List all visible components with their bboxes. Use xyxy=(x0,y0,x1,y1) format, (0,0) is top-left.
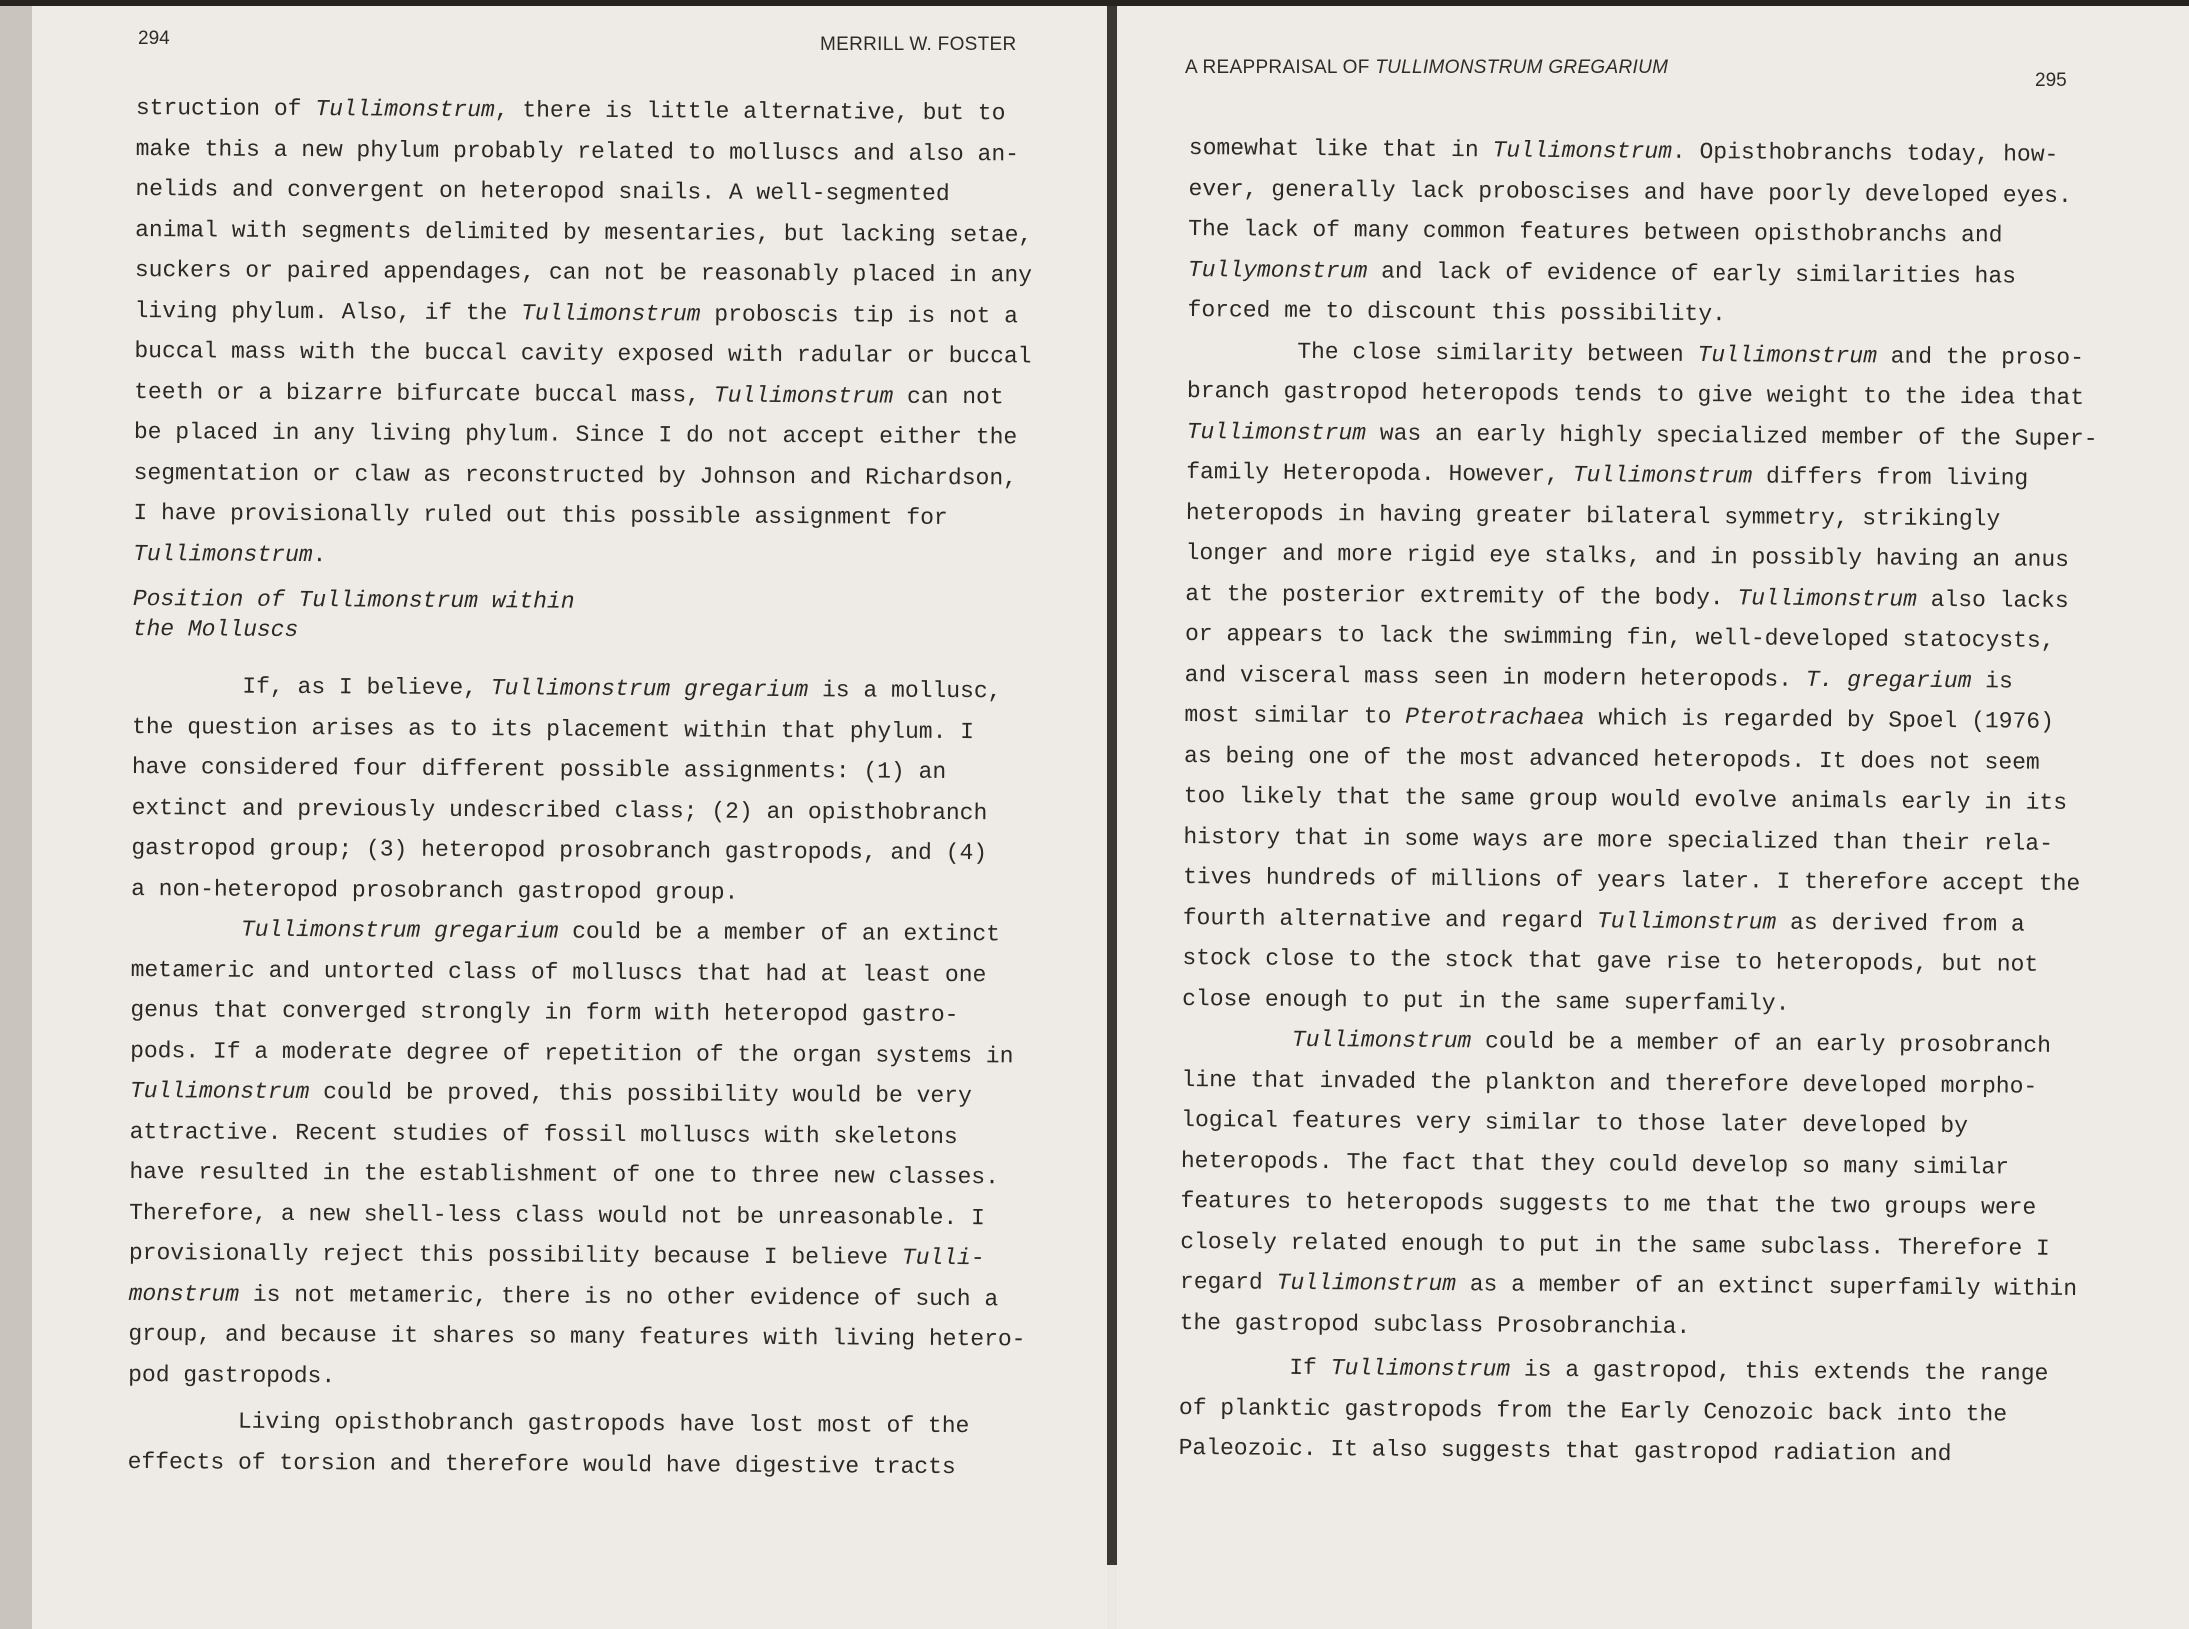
text-line xyxy=(134,412,1031,458)
paragraph xyxy=(1182,330,2098,1026)
text-run: gastropod group; (3) heteropod prosobranch gastropods, and (4) xyxy=(131,834,988,867)
text-run: metameric and untorted class of molluscs that had at least one xyxy=(130,956,987,988)
book-spine xyxy=(1107,0,1117,1565)
text-line xyxy=(1186,452,2097,500)
text-run: . xyxy=(312,541,327,568)
paragraph xyxy=(131,666,1030,914)
italic-run: Tullimonstrum xyxy=(1697,341,1878,369)
text-line xyxy=(130,990,1027,1036)
scan-left-edge xyxy=(0,0,32,1629)
text-run: at the posterior extremity of the body. xyxy=(1185,580,1738,611)
text-run: and the proso- xyxy=(1876,342,2085,371)
running-head-right xyxy=(1185,57,1668,79)
subheading-line: the Molluscs xyxy=(132,615,299,644)
italic-run: Tullimonstrum xyxy=(1291,1026,1472,1055)
text-run: is a mollusc, xyxy=(808,677,1002,705)
text-line xyxy=(1186,411,2097,459)
text-line xyxy=(129,1152,1026,1198)
text-run: differs from living xyxy=(1752,463,2029,492)
italic-run: Tullimonstrum xyxy=(133,540,313,568)
text-run: Living opisthobranch gastropods have lost most of the xyxy=(237,1408,970,1440)
text-line xyxy=(129,1273,1026,1319)
text-line xyxy=(1180,1181,2091,1229)
text-run: genus that converged strongly in form with heteropod gastro- xyxy=(130,996,959,1029)
text-line xyxy=(135,209,1032,255)
text-line xyxy=(1185,654,2096,702)
text-line xyxy=(1186,492,2097,540)
text-run: was an early highly specialized member of the Super- xyxy=(1365,419,2098,452)
text-line xyxy=(1181,1059,2092,1107)
text-line xyxy=(136,88,1033,134)
text-run: could be a member of an early prosobranch xyxy=(1471,1028,2052,1059)
text-run: the question arises as to its placement within that phylum. I xyxy=(132,713,975,745)
text-line xyxy=(1187,330,2098,378)
text-run: pods. If a moderate degree of repetition of the organ systems in xyxy=(130,1037,1014,1069)
text-line xyxy=(1182,1019,2093,1067)
text-run: family Heteropoda. However, xyxy=(1186,458,1573,489)
text-line xyxy=(132,666,1029,712)
text-line xyxy=(130,1071,1027,1117)
text-line xyxy=(129,1233,1026,1279)
text-line xyxy=(132,747,1029,793)
text-run: make this a new phylum probably related to molluscs and also an- xyxy=(135,135,1020,167)
text-line xyxy=(1184,776,2095,824)
text-run: logical features very similar to those later developed by xyxy=(1181,1106,1969,1140)
running-head-prefix: A REAPPRAISAL OF xyxy=(1185,57,1376,78)
text-run: stock close to the stock that gave rise to heteropods, but not xyxy=(1182,944,2039,978)
text-line xyxy=(1179,1347,2090,1395)
italic-run: Tullimonstrum xyxy=(1737,584,1917,613)
text-run: provisionally reject this possibility because I believe xyxy=(128,1239,902,1271)
text-run: have considered four different possible assignments: (1) an xyxy=(131,753,947,785)
text-run: and lack of evidence of early similarities has xyxy=(1367,257,2017,289)
text-run: as derived from a xyxy=(1776,909,2025,938)
text-run: , there is little alternative, but to xyxy=(494,97,1006,127)
text-line xyxy=(129,1192,1026,1238)
text-line xyxy=(1181,1140,2092,1188)
text-run: which is regarded by Spoel (1976) xyxy=(1584,705,2055,735)
text-run: also lacks xyxy=(1916,586,2069,614)
text-run: Therefore, a new shell-less class would not be unreasonable. I xyxy=(129,1199,985,1231)
paragraph xyxy=(1178,1347,2090,1476)
text-run: history that in some ways are more specialized than their rela- xyxy=(1183,823,2054,857)
text-line xyxy=(132,706,1029,752)
text-line xyxy=(1188,168,2099,216)
text-run: most similar to xyxy=(1184,701,1406,730)
text-line xyxy=(1189,128,2100,176)
running-head-left: MERRILL W. FOSTER xyxy=(820,34,1017,55)
paragraph xyxy=(128,909,1028,1400)
text-run: is a gastropod, this extends the range xyxy=(1510,1356,2049,1387)
text-run: If xyxy=(1289,1354,1331,1382)
text-run: proboscis tip is not a xyxy=(700,300,1019,329)
italic-run: Tullimonstrum xyxy=(1330,1355,1511,1383)
text-run: too likely that the same group would evolve animals early in its xyxy=(1183,782,2068,816)
text-line xyxy=(133,493,1030,539)
text-run: ever, generally lack proboscises and have poorly developed eyes. xyxy=(1188,175,2072,209)
text-run: segmentation or claw as reconstructed by Johnson and Richardson, xyxy=(133,459,1018,491)
text-line xyxy=(135,169,1032,215)
text-line xyxy=(128,1401,1025,1447)
text-line xyxy=(136,128,1033,174)
text-line xyxy=(1185,614,2096,662)
italic-run: Tullimonstrum gregarium xyxy=(240,916,559,945)
text-line xyxy=(1184,695,2095,743)
text-line xyxy=(131,828,1028,874)
italic-run: Tullimonstrum xyxy=(315,96,495,124)
text-run: extinct and previously undescribed class; (2) an opisthobranch xyxy=(131,794,988,826)
text-run: nelids and convergent on heteropod snails. A well-segmented xyxy=(135,175,950,207)
text-run: suckers or paired appendages, can not be reasonably placed in any xyxy=(134,256,1033,289)
text-run: The lack of many common features between opisthobranchs and xyxy=(1188,215,2003,249)
text-line xyxy=(128,1354,1025,1400)
italic-run: Tullimonstrum xyxy=(1186,418,1367,446)
subheading-line: Position of Tullimonstrum within xyxy=(132,585,575,615)
text-line xyxy=(134,452,1031,498)
text-line xyxy=(128,1314,1025,1360)
right-text-block xyxy=(1178,128,2099,1476)
text-line xyxy=(134,331,1031,377)
running-head-italic: TULLIMONSTRUM GREGARIUM xyxy=(1375,57,1669,78)
page-number-left: 294 xyxy=(138,28,170,49)
text-run: as being one of the most advanced heteropods. It does not seem xyxy=(1183,742,2040,776)
text-run: somewhat like that in xyxy=(1188,134,1493,164)
text-line xyxy=(1185,573,2096,621)
italic-run: Tulli- xyxy=(901,1244,985,1272)
text-run: have resulted in the establishment of one to three new classes. xyxy=(129,1158,999,1191)
text-line xyxy=(131,787,1028,833)
italic-run: monstrum xyxy=(128,1280,240,1308)
text-run: . Opisthobranchs today, how- xyxy=(1671,138,2059,168)
text-line xyxy=(1186,533,2097,581)
text-run: tives hundreds of millions of years later. I therefore accept the xyxy=(1183,863,2081,898)
text-line xyxy=(130,949,1027,995)
text-run: The close similarity between xyxy=(1297,338,1698,368)
italic-run: Tullimonstrum xyxy=(713,382,894,410)
right-page xyxy=(1117,0,2189,1629)
text-run: Paleozoic. It also suggests that gastropod radiation and xyxy=(1178,1434,1952,1468)
text-run: animal with segments delimited by mesentaries, but lacking setae, xyxy=(135,216,1033,248)
text-run: heteropods. The fact that they could develop so many similar xyxy=(1180,1147,2010,1180)
text-line xyxy=(130,1030,1027,1076)
text-run: struction of xyxy=(135,94,316,123)
text-line xyxy=(134,371,1031,417)
text-line xyxy=(1181,1100,2092,1148)
left-page xyxy=(32,0,1107,1629)
page-number-right: 295 xyxy=(2035,70,2067,91)
text-run: branch gastropod heteropods tends to give weight to the idea that xyxy=(1186,377,2085,412)
text-line xyxy=(131,868,1028,914)
italic-run: Tullimonstrum xyxy=(1572,462,1753,490)
text-run: as a member of an extinct superfamily within xyxy=(1455,1271,2078,1303)
paragraph xyxy=(1187,128,2100,338)
text-run: is xyxy=(1971,667,2013,694)
text-run: attractive. Recent studies of fossil molluscs with skeletons xyxy=(129,1118,958,1150)
scan-top-edge xyxy=(0,0,2189,6)
text-run: regard xyxy=(1179,1268,1277,1296)
text-run: features to heteropods suggests to me that the two groups were xyxy=(1180,1187,2037,1221)
text-run: effects of torsion and therefore would have digestive tracts xyxy=(127,1448,956,1480)
italic-run: Pterotrachaea xyxy=(1405,703,1585,732)
text-line xyxy=(1184,735,2095,783)
text-run: line that invaded the plankton and therefore developed morpho- xyxy=(1181,1066,2038,1100)
text-line xyxy=(1182,938,2093,986)
text-run: close enough to put in the same superfamily. xyxy=(1182,985,1790,1017)
paragraph xyxy=(127,1401,1025,1487)
text-line xyxy=(1183,816,2094,864)
text-run: group, and because it shares so many features with living hetero- xyxy=(128,1320,1026,1353)
text-line xyxy=(127,1441,1024,1487)
text-line xyxy=(135,290,1032,336)
text-run: could be a member of an extinct xyxy=(558,918,1001,948)
text-line xyxy=(1179,1302,2090,1350)
paragraph xyxy=(133,88,1033,579)
text-run: or appears to lack the swimming fin, well-developed statocysts, xyxy=(1184,620,2055,654)
text-line xyxy=(1178,1428,2089,1476)
text-run: the gastropod subclass Prosobranchia. xyxy=(1179,1309,1691,1340)
text-line xyxy=(1180,1221,2091,1269)
paragraph xyxy=(1179,1019,2092,1350)
text-line xyxy=(130,1111,1027,1157)
text-line xyxy=(1188,249,2099,297)
text-run: be placed in any living phylum. Since I do not accept either the xyxy=(133,418,1018,451)
text-line xyxy=(135,250,1032,296)
italic-run: Tullimonstrum xyxy=(521,299,701,327)
text-run: longer and more rigid eye stalks, and in possibly having an anus xyxy=(1185,539,2070,573)
left-text-block xyxy=(127,88,1033,1487)
text-run: living phylum. Also, if the xyxy=(134,297,522,326)
text-run: teeth or a bizarre bifurcate buccal mass, xyxy=(134,378,714,409)
text-line xyxy=(1187,371,2098,419)
text-run: fourth alternative and regard xyxy=(1182,904,1597,934)
text-line xyxy=(1188,209,2099,257)
italic-run: Tullymonstrum xyxy=(1187,256,1368,284)
italic-run: Tullimonstrum xyxy=(1492,137,1673,165)
text-run: a non-heteropod prosobranch gastropod group. xyxy=(131,875,739,906)
text-line xyxy=(1182,978,2093,1026)
italic-run: Tullimonstrum xyxy=(1596,907,1777,936)
text-run: can not xyxy=(893,383,1004,410)
text-line xyxy=(133,533,1030,579)
text-run: closely related enough to put in the same subclass. Therefore I xyxy=(1180,1228,2050,1262)
section-subheading xyxy=(133,584,1031,649)
italic-run: Tullimonstrum gregarium xyxy=(490,675,809,704)
text-line xyxy=(1179,1387,2090,1435)
text-run: pod gastropods. xyxy=(128,1361,336,1389)
text-run: forced me to discount this possibility. xyxy=(1187,296,1726,328)
italic-run: Tullimonstrum xyxy=(1276,1269,1457,1298)
italic-run: Tullimonstrum xyxy=(129,1077,310,1106)
text-line xyxy=(1183,897,2094,945)
text-run: buccal mass with the buccal cavity exposed with radular or buccal xyxy=(134,337,1032,370)
text-line xyxy=(131,909,1028,955)
text-line xyxy=(1180,1262,2091,1310)
text-line xyxy=(1187,290,2098,338)
text-run: of planktic gastropods from the Early Cenozoic back into the xyxy=(1178,1394,2008,1427)
text-run: could be proved, this possibility would be very xyxy=(309,1079,972,1110)
text-line xyxy=(1183,857,2094,905)
text-run: I have provisionally ruled out this possible assignment for xyxy=(133,499,948,531)
text-run: is not metameric, there is no other evidence of such a xyxy=(238,1281,999,1312)
text-run: heteropods in having greater bilateral symmetry, strikingly xyxy=(1185,499,2001,532)
text-run: and visceral mass seen in modern heteropods. xyxy=(1184,661,1806,693)
italic-run: T. gregarium xyxy=(1805,666,1972,694)
text-run: If, as I believe, xyxy=(242,673,491,702)
